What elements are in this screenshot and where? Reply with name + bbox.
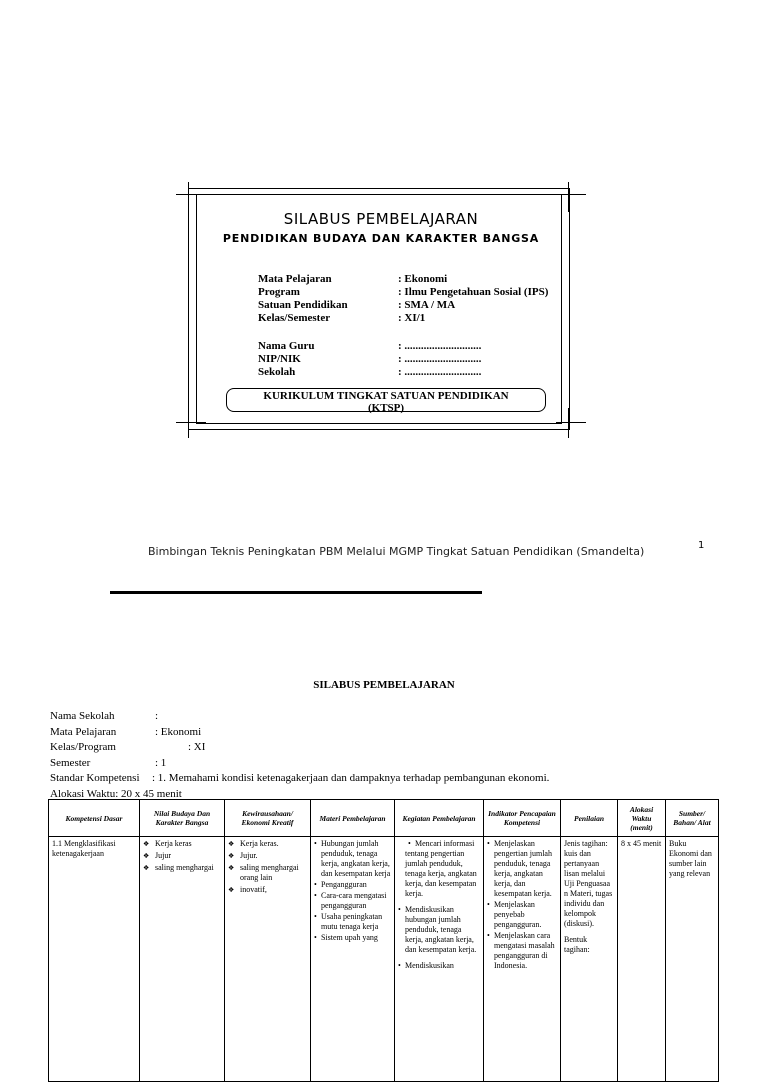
info-value: : XI (188, 741, 206, 753)
syllabus-info (50, 709, 550, 802)
cover-box (176, 182, 586, 438)
column-header: Penilaian (561, 800, 618, 837)
list-item: • Menjelaskan penyebab pengangguran. (487, 900, 557, 930)
list-item: • Mencari informasi tentang pengertian jumlah penduduk, tenaga kerja, angkatan kerja, dan kesempatan kerja. (398, 839, 480, 899)
page-title: SILABUS PEMBELAJARAN (313, 679, 455, 691)
page-footer: Bimbingan Teknis Peningkatan PBM Melalui MGMP Tingkat Satuan Pendidikan (Smandelta) (148, 545, 645, 558)
info-label: Semester (50, 756, 91, 769)
cell-nilai-budaya (140, 837, 225, 1082)
corner-tick (568, 408, 569, 438)
list-item: ❖ Jujur. (228, 851, 307, 861)
cover-row-value: : ............................ (398, 366, 482, 378)
cell-text: 8 x 45 menit (621, 839, 662, 848)
column-header: Kegiatan Pembelajaran (395, 800, 484, 837)
syllabus-table (48, 799, 719, 1082)
column-header: Alokasi Waktu (menit) (618, 800, 666, 837)
corner-tick (568, 182, 569, 212)
cover-row (258, 340, 548, 353)
page-number: 1 (698, 540, 705, 551)
list-item: • Usaha peningkatan mutu tenaga kerja (314, 912, 391, 932)
cell-text: 1.1 Mengklasifikasi ketenagakerjaan (52, 839, 116, 858)
info-row (50, 756, 182, 772)
table-header-row (49, 800, 719, 837)
ktsp-label (226, 390, 546, 414)
corner-tick (188, 408, 189, 438)
column-header: Materi Pembelajaran (311, 800, 395, 837)
cell-materi (311, 837, 395, 1082)
column-header: Indikator Pencapaian Kompetensi (484, 800, 561, 837)
list-item: ❖ Jujur (143, 851, 221, 861)
cell-text: Bentuk tagihan: (564, 935, 590, 954)
list-item: • Sistem upah yang (314, 933, 391, 943)
cover-row-label: NIP/NIK (258, 353, 301, 365)
cell-text: Jenis tagihan: kuis dan pertanyaan lisan melalui Uji Penguasaa n Materi, tugas individu dan kelompok (diskusi). (564, 839, 613, 928)
column-header: Kewirausahaan/ Ekonomi Kreatif (225, 800, 311, 837)
cover-row-value: : XI/1 (398, 312, 426, 324)
info-label: Standar Kompetensi (50, 772, 140, 784)
list-item: ❖ inovatif, (228, 885, 307, 895)
list-item: ❖ Kerja keras (143, 839, 221, 849)
cell-penilaian (561, 837, 618, 1082)
corner-tick (188, 182, 189, 212)
info-label: Kelas/Program (50, 741, 116, 753)
corner-tick (556, 194, 586, 195)
info-row (50, 709, 182, 725)
ktsp-line: KURIKULUM TINGKAT SATUAN PENDIDIKAN (263, 390, 509, 402)
cover-row (258, 299, 548, 312)
list-item: • Mendiskusikan (398, 961, 480, 971)
ktsp-line: (KTSP) (367, 402, 405, 414)
cover-row-label: Kelas/Semester (258, 312, 331, 324)
info-value: : 1. Memahami kondisi ketenagakerjaan dan dampaknya terhadap pembangunan ekonomi. (152, 772, 550, 784)
column-header: Kompetensi Dasar (49, 800, 140, 837)
cover-row-value: : ............................ (398, 353, 482, 365)
cover-row-label: Mata Pelajaran (258, 273, 332, 285)
list-item: ❖ Kerja keras. (228, 839, 307, 849)
list-item: ❖ saling menghargai (143, 863, 221, 873)
info-label: Alokasi Waktu: 20 x 45 menit (50, 787, 182, 800)
info-row (50, 725, 202, 741)
corner-tick (176, 194, 206, 195)
cover-row-value: : Ekonomi (398, 273, 448, 285)
divider (110, 591, 482, 594)
list-item: • Hubungan jumlah penduduk, tenaga kerja, angkatan kerja, dan kesempatan kerja (314, 839, 391, 879)
cover-row (258, 312, 548, 325)
cover-row-label: Satuan Pendidikan (258, 299, 348, 311)
cell-kewirausahaan (225, 837, 311, 1082)
cell-kompetensi-dasar (49, 837, 140, 1082)
list-item: • Mendiskusikan hubungan jumlah penduduk, tenaga kerja, angkatan kerja, dan kesempatan kerja. (398, 905, 480, 955)
list-item: • Cara-cara mengatasi pengangguran (314, 891, 391, 911)
cover-row-label: Sekolah (258, 366, 296, 378)
cover-row (258, 286, 548, 299)
corner-tick (556, 422, 586, 423)
corner-tick (176, 422, 206, 423)
list-item: • Pengangguran (314, 880, 391, 890)
table-row (49, 837, 719, 1082)
cover-title: SILABUS PEMBELAJARAN (283, 210, 479, 228)
column-header: Nilai Budaya Dan Karakter Bangsa (140, 800, 225, 837)
info-value: : Ekonomi (155, 725, 202, 738)
info-value: : 1 (155, 756, 167, 769)
info-label: Nama Sekolah (50, 710, 115, 722)
cover-row-value: : ............................ (398, 340, 482, 352)
cover-subtitle: PENDIDIKAN BUDAYA DAN KARAKTER BANGSA (222, 232, 540, 245)
list-item: • Menjelaskan pengertian jumlah penduduk, tenaga kerja, angkatan kerja, dan kesempatan kerja. (487, 839, 557, 899)
cell-sumber (666, 837, 719, 1082)
cover-row (258, 353, 548, 366)
info-value: : (155, 710, 159, 722)
column-header: Sumber/ Bahan/ Alat (666, 800, 719, 837)
cover-info (258, 273, 548, 379)
list-item: ❖ saling menghargai orang lain (228, 863, 307, 883)
cover-row (258, 273, 548, 286)
cell-alokasi (618, 837, 666, 1082)
list-item: • Menjelaskan cara mengatasi masalah pengangguran di Indonesia. (487, 931, 557, 971)
info-label: Mata Pelajaran (50, 725, 117, 738)
cell-text: Buku Ekonomi dan sumber lain yang relevan (669, 839, 712, 878)
cell-kegiatan (395, 837, 484, 1082)
cover-row-value: : SMA / MA (398, 299, 456, 311)
cover-row-label: Nama Guru (258, 340, 315, 352)
cover-row (258, 366, 548, 379)
info-row (50, 771, 550, 787)
cover-row-value: : Ilmu Pengetahuan Sosial (IPS) (398, 286, 549, 298)
info-row (50, 740, 206, 756)
cover-row-label: Program (258, 286, 300, 298)
cell-indikator (484, 837, 561, 1082)
